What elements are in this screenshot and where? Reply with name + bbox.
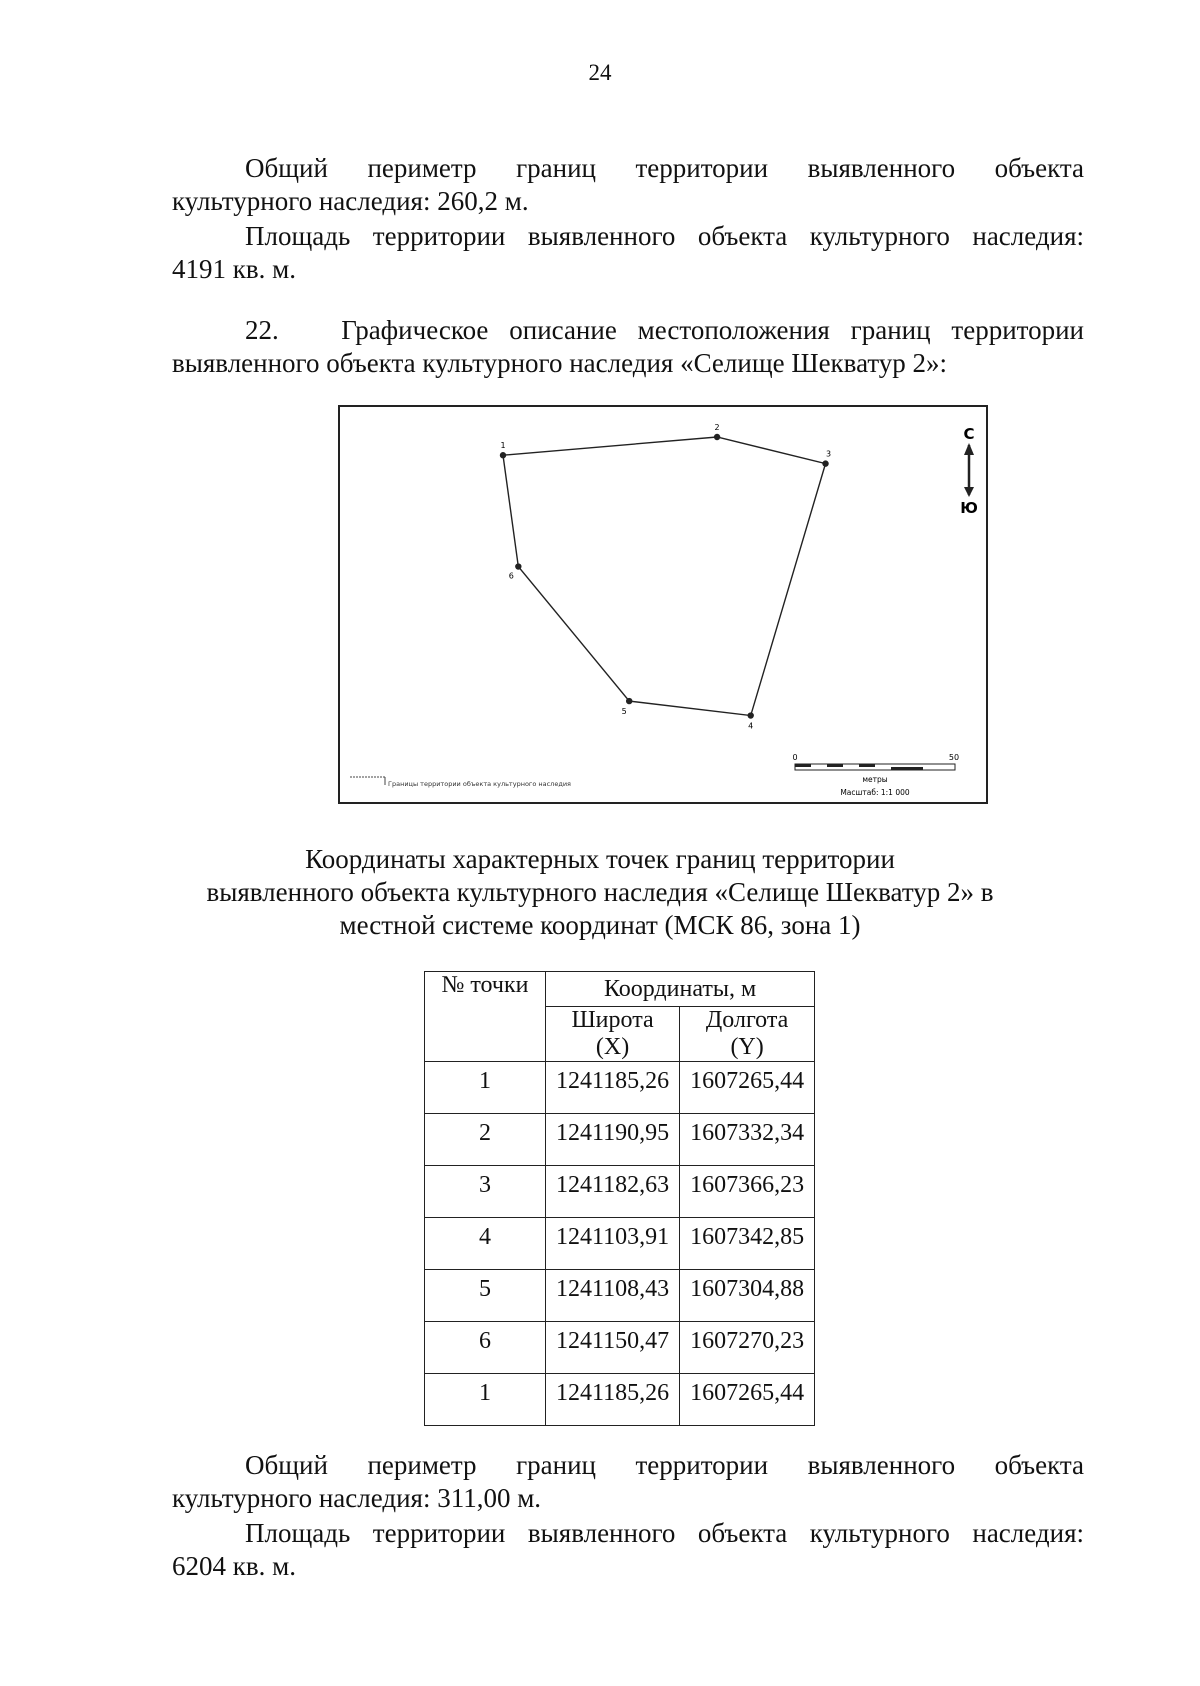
- table-row: [425, 1270, 815, 1322]
- cell-y: 1607332,34: [680, 1114, 815, 1166]
- boundary-polygon: [503, 437, 826, 716]
- caption-line-3: местной системе координат (МСК 86, зона 1): [339, 910, 861, 940]
- section-heading-line-1: 22. Графическое описание местоположения границ территории: [245, 315, 1084, 345]
- caption-line-1: Координаты характерных точек границ территории: [305, 844, 895, 874]
- boundary-point-5: [626, 698, 632, 704]
- cell-x: 1241190,95: [546, 1114, 680, 1166]
- header-longitude-y: Долгота (Y): [680, 1007, 815, 1062]
- cell-x: 1241185,26: [546, 1374, 680, 1426]
- south-label: Ю: [960, 499, 978, 517]
- cell-point-number: 2: [425, 1114, 546, 1166]
- scale-bar: [792, 753, 959, 797]
- cell-point-number: 3: [425, 1166, 546, 1218]
- table-row: [425, 1062, 815, 1114]
- boundary-point-label-2: 2: [714, 423, 720, 432]
- north-arrow: [960, 425, 978, 517]
- scale-end-label: 50: [948, 753, 960, 762]
- cell-y: 1607270,23: [680, 1322, 815, 1374]
- prev-area-line-1: Площадь территории выявленного объекта культурного наследия:: [245, 221, 1084, 251]
- table-row: [425, 1218, 815, 1270]
- boundary-point-3: [822, 460, 828, 466]
- boundary-map: [338, 405, 988, 804]
- boundary-point-label-5: 5: [621, 707, 627, 717]
- scale-start-label: 0: [792, 753, 798, 762]
- table-row: [425, 1166, 815, 1218]
- cell-x: 1241103,91: [546, 1218, 680, 1270]
- section-heading-line-2: выявленного объекта культурного наследия «Селище Шекватур 2»:: [172, 348, 948, 378]
- boundary-point-label-6: 6: [508, 571, 514, 581]
- cell-x: 1241108,43: [546, 1270, 680, 1322]
- scale-ratio-label: Масштаб: 1:1 000: [840, 788, 910, 797]
- after-area-line-2: 6204 кв. м.: [172, 1551, 296, 1581]
- boundary-map-svg: [340, 407, 986, 802]
- cell-point-number: 5: [425, 1270, 546, 1322]
- table-row: [425, 1114, 815, 1166]
- table-header-row-1: [425, 972, 815, 1007]
- boundary-point-2: [714, 434, 720, 440]
- cell-y: 1607366,23: [680, 1166, 815, 1218]
- cell-point-number: 1: [425, 1374, 546, 1426]
- cell-y: 1607304,88: [680, 1270, 815, 1322]
- cell-point-number: 4: [425, 1218, 546, 1270]
- after-perimeter-line-1: Общий периметр границ территории выявленного объекта: [245, 1450, 1084, 1480]
- legend-label: Границы территории объекта культурного наследия: [388, 780, 571, 788]
- coordinates-caption: [160, 843, 1040, 942]
- boundary-point-4: [748, 712, 754, 718]
- caption-line-2: выявленного объекта культурного наследия «Селище Шекватур 2» в: [206, 877, 994, 907]
- scale-unit-label: метры: [862, 775, 888, 784]
- prev-perimeter-line-2: культурного наследия: 260,2 м.: [172, 186, 529, 216]
- map-legend: [350, 777, 571, 788]
- cell-point-number: 6: [425, 1322, 546, 1374]
- cell-x: 1241150,47: [546, 1322, 680, 1374]
- prev-perimeter-paragraph: [172, 152, 1084, 218]
- coordinates-table: [424, 971, 815, 1426]
- cell-y: 1607265,44: [680, 1374, 815, 1426]
- section-heading: [172, 314, 1084, 380]
- prev-area-paragraph: [172, 220, 1084, 286]
- boundary-point-1: [500, 452, 506, 458]
- boundary-point-label-1: 1: [500, 441, 506, 451]
- after-perimeter-paragraph: [172, 1449, 1084, 1515]
- page-number: 24: [588, 60, 612, 85]
- cell-y: 1607265,44: [680, 1062, 815, 1114]
- cell-x: 1241185,26: [546, 1062, 680, 1114]
- prev-area-line-2: 4191 кв. м.: [172, 254, 296, 284]
- after-perimeter-line-2: культурного наследия: 311,00 м.: [172, 1483, 542, 1513]
- cell-point-number: 1: [425, 1062, 546, 1114]
- cell-x: 1241182,63: [546, 1166, 680, 1218]
- cell-y: 1607342,85: [680, 1218, 815, 1270]
- boundary-points: [500, 423, 831, 731]
- table-row: [425, 1322, 815, 1374]
- boundary-point-label-3: 3: [825, 449, 832, 459]
- boundary-point-label-4: 4: [748, 721, 754, 731]
- prev-perimeter-line-1: Общий периметр границ территории выявленного объекта: [245, 153, 1084, 183]
- table-row: [425, 1374, 815, 1426]
- header-latitude-x: Широта (X): [546, 1007, 680, 1062]
- after-area-paragraph: [172, 1517, 1084, 1583]
- north-label: С: [963, 425, 975, 443]
- after-area-line-1: Площадь территории выявленного объекта культурного наследия:: [245, 1518, 1084, 1548]
- header-point-number: № точки: [425, 972, 546, 1062]
- header-coordinates: Координаты, м: [546, 972, 815, 1007]
- boundary-point-6: [515, 563, 521, 569]
